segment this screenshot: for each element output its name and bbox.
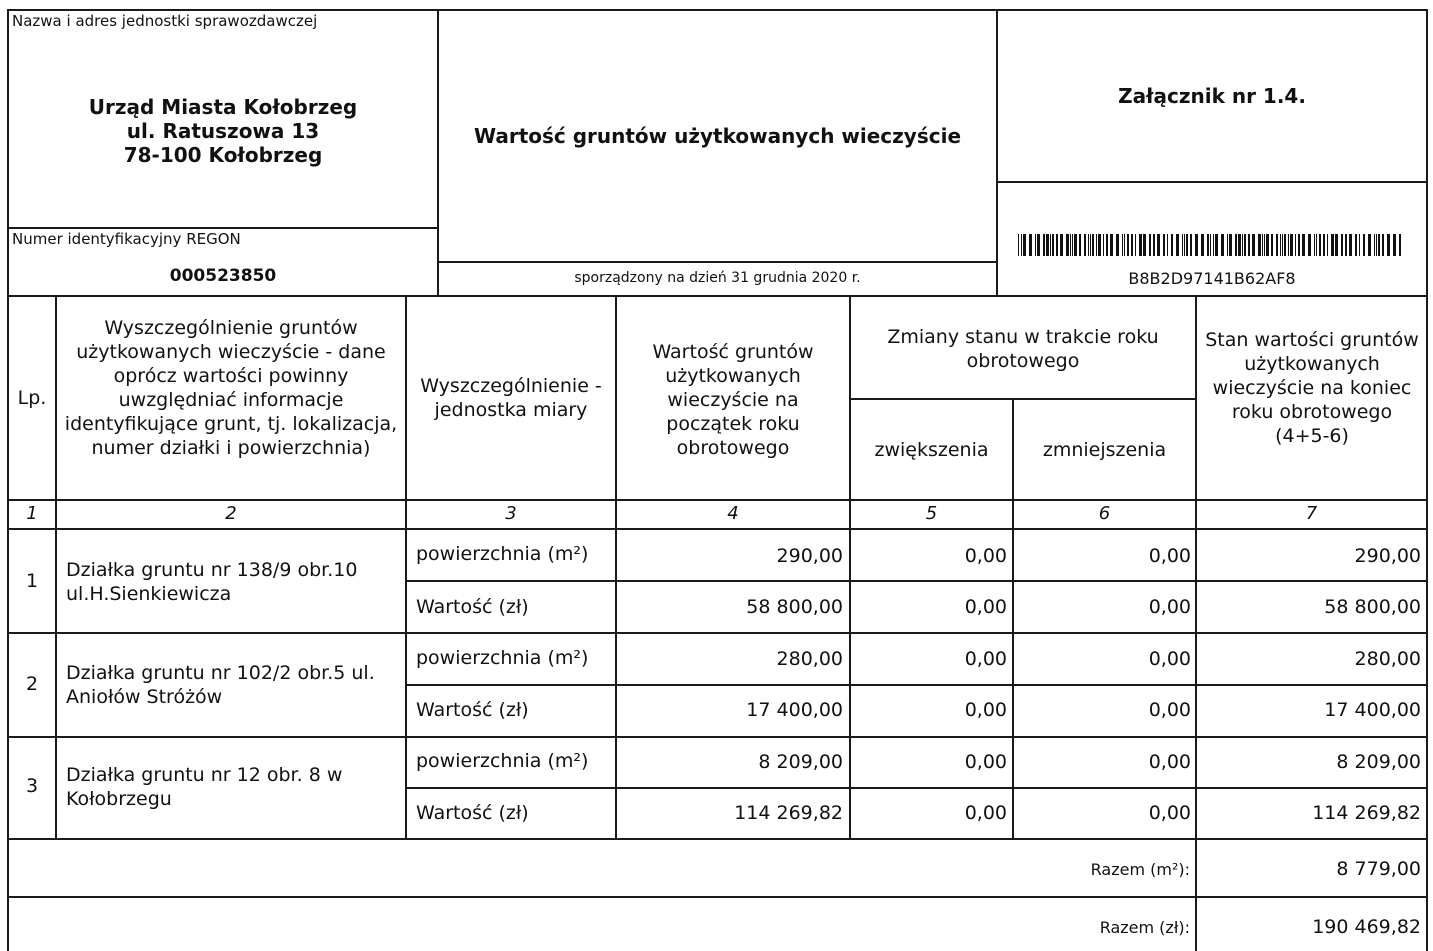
value-increase: 0,00: [964, 699, 1007, 721]
area-increase: 0,00: [964, 545, 1007, 567]
row-lp: 2: [25, 673, 39, 695]
area-decrease: 0,00: [1148, 751, 1191, 773]
header-increases: zwiększenia: [874, 439, 989, 461]
value-label: Wartość (zł): [416, 699, 529, 721]
value-end: 114 269,82: [1312, 802, 1421, 824]
area-start: 280,00: [776, 648, 843, 670]
col-number-2: 2: [225, 503, 237, 524]
header-lp: Lp.: [17, 387, 47, 409]
col-number-6: 6: [1098, 503, 1111, 524]
area-end: 280,00: [1354, 648, 1421, 670]
value-end: 17 400,00: [1324, 699, 1421, 721]
col-number-4: 4: [727, 503, 739, 524]
attachment-number: Załącznik nr 1.4.: [1118, 84, 1306, 108]
area-decrease: 0,00: [1148, 648, 1191, 670]
header-changes: Zmiany stanu w trakcie roku obrotowego: [887, 326, 1159, 372]
page-title: Wartość gruntów użytkowanych wieczyście: [473, 124, 962, 148]
row-lp: 1: [25, 570, 39, 592]
header-unit: Wyszczególnienie - jednostka miary: [420, 375, 602, 421]
value-increase: 0,00: [964, 802, 1007, 824]
regon-label: Numer identyfikacyjny REGON: [12, 230, 241, 248]
area-start: 8 209,00: [758, 751, 843, 773]
value-increase: 0,00: [964, 596, 1007, 618]
unit-name-line-2: ul. Ratuszowa 13: [126, 119, 320, 143]
col-number-5: 5: [925, 503, 938, 524]
total-value-value: 190 469,82: [1312, 916, 1421, 938]
header-decreases: zmniejszenia: [1042, 439, 1167, 461]
col-number-7: 7: [1305, 503, 1318, 524]
row-description: Działka gruntu nr 138/9 obr.10 ul.H.Sienkiewicza: [66, 559, 358, 605]
row-description: Działka gruntu nr 12 obr. 8 w Kołobrzegu: [66, 764, 343, 810]
total-area-value: 8 779,00: [1336, 858, 1421, 880]
row-lp: 3: [25, 775, 39, 797]
area-increase: 0,00: [964, 751, 1007, 773]
date-line: sporządzony na dzień 31 grudnia 2020 r.: [574, 270, 861, 286]
col-number-3: 3: [505, 503, 517, 524]
header-description: Wyszczególnienie gruntów użytkowanych wieczyście - dane oprócz wartości powinny uwzględniać informacje identyfikujące grunt, tj. lokalizacja, numer działki i powierzchnia): [64, 317, 398, 459]
value-start: 58 800,00: [746, 596, 843, 618]
unit-label: Nazwa i adres jednostki sprawozdawczej: [12, 12, 318, 30]
barcode-image: [1018, 234, 1404, 256]
area-label: powierzchnia (m²): [416, 543, 589, 565]
area-increase: 0,00: [964, 648, 1007, 670]
area-end: 8 209,00: [1336, 751, 1421, 773]
value-end: 58 800,00: [1324, 596, 1421, 618]
col-number-1: 1: [26, 503, 38, 524]
row-description: Działka gruntu nr 102/2 obr.5 ul. Aniołów Stróżów: [66, 662, 375, 708]
value-decrease: 0,00: [1148, 699, 1191, 721]
value-start: 17 400,00: [746, 699, 843, 721]
total-value-label: Razem (zł):: [1099, 918, 1190, 937]
unit-name-line-1: Urząd Miasta Kołobrzeg: [88, 95, 358, 119]
value-decrease: 0,00: [1148, 596, 1191, 618]
header-start-value: Wartość gruntów użytkowanych wieczyście na początek roku obrotowego: [652, 341, 814, 459]
regon-number: 000523850: [169, 266, 277, 286]
area-end: 290,00: [1354, 545, 1421, 567]
area-label: powierzchnia (m²): [416, 647, 589, 669]
area-label: powierzchnia (m²): [416, 750, 589, 772]
value-start: 114 269,82: [734, 802, 843, 824]
unit-name-line-3: 78-100 Kołobrzeg: [123, 143, 323, 167]
area-start: 290,00: [776, 545, 843, 567]
header-end-value: Stan wartości gruntów użytkowanych wieczyście na koniec roku obrotowego (4+5-6): [1205, 329, 1419, 447]
value-label: Wartość (zł): [416, 802, 529, 824]
value-decrease: 0,00: [1148, 802, 1191, 824]
value-label: Wartość (zł): [416, 596, 529, 618]
area-decrease: 0,00: [1148, 545, 1191, 567]
document-code: B8B2D97141B62AF8: [1128, 269, 1296, 288]
total-area-label: Razem (m²):: [1090, 860, 1190, 879]
